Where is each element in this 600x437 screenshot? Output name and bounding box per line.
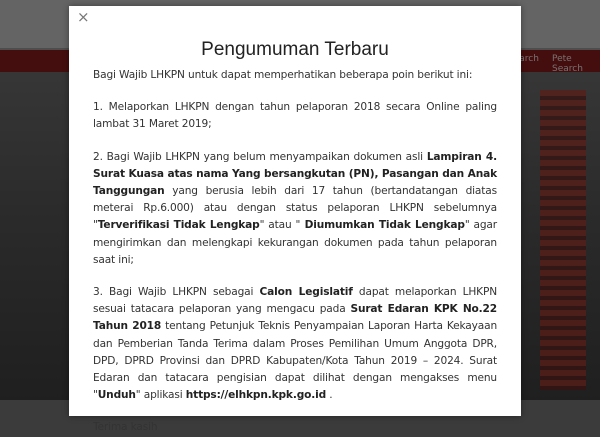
point-3-text: tentang Petunjuk Teknis Penyampaian Laporan Harta Kekayaan dan Pemberian Tanda Terima dalam Proses Pemilihan Umum Anggota DPR, DPD, DPRD Provinsi dan DPRD Kabupaten/Kota Tahun 2019 – 2024. Surat Edaran dan tatacara pengisian dapat dilihat dengan mengakses menu " xyxy=(93,320,498,402)
point-3 xyxy=(93,284,497,404)
point-2 xyxy=(93,149,497,269)
close-icon[interactable]: × xyxy=(77,8,90,26)
modal-title: Pengumuman Terbaru xyxy=(201,39,389,60)
point-3-bold: Calon Legislatif xyxy=(259,286,353,299)
point-3-text: dapat melaporkan LHKPN sesuai tatacara pelaporan yang mengacu pada xyxy=(93,286,497,316)
point-3-text: 3. Bagi Wajib LHKPN sebagai xyxy=(93,286,260,299)
point-3-bold: Surat Edaran KPK No.22 Tahun 2018 xyxy=(93,303,497,333)
point-2-bold: Terverifikasi Tidak Lengkap xyxy=(97,219,260,232)
point-1: 1. Melaporkan LHKPN dengan tahun pelaporan 2018 secara Online paling lambat 31 Maret 2019; xyxy=(93,101,497,131)
modal-body xyxy=(93,67,497,437)
point-3-text: " aplikasi xyxy=(135,389,186,402)
elhkpn-link[interactable]: https://elhkpn.kpk.go.id xyxy=(185,389,327,402)
point-2-text: " atau " xyxy=(259,219,301,232)
point-2-bold: Lampiran 4. Surat Kuasa atas nama Yang bersangkutan (PN), Pasangan dan Anak Tanggungan xyxy=(93,150,497,198)
point-2-text: yang berusia lebih dari 17 tahun (bertandatangan diatas meterai Rp.6.000) atau dengan status pelaporan LHKPN sebelumnya " xyxy=(93,185,497,232)
point-3-text: . xyxy=(326,389,333,402)
unduh-menu-label: Unduh xyxy=(97,389,136,402)
closing-text: Terima kasih xyxy=(93,421,158,434)
point-2-text: " agar mengirimkan dan melengkapi kekurangan dokumen pada tahun pelaporan saat ini; xyxy=(93,219,497,266)
intro-text: Bagi Wajib LHKPN untuk dapat memperhatikan beberapa poin berikut ini: xyxy=(93,69,473,81)
point-2-bold: Diumumkan Tidak Lengkap xyxy=(300,219,465,232)
point-2-text: 2. Bagi Wajib LHKPN yang belum menyampaikan dokumen asli xyxy=(93,150,427,163)
announcement-modal xyxy=(69,6,521,434)
